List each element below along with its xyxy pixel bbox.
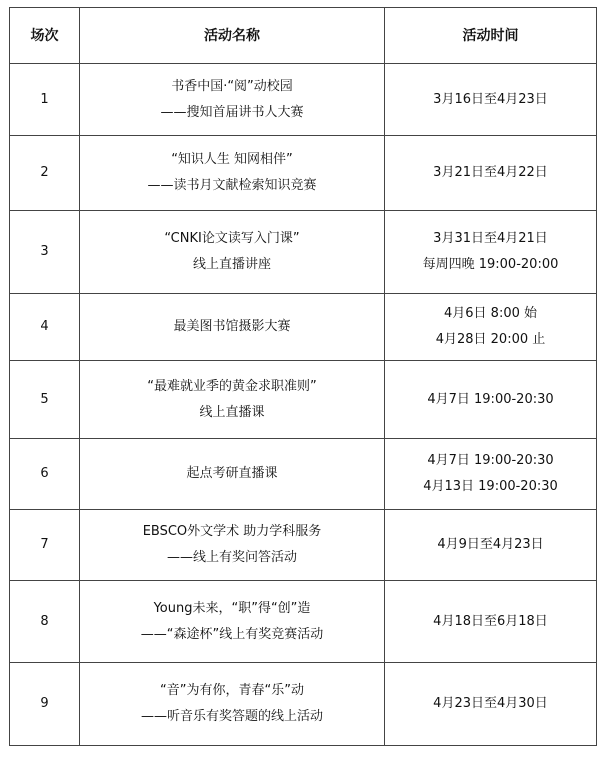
activity-time: [385, 581, 597, 663]
activity-name: [80, 439, 385, 510]
activity-time-line: 4月23日至4月30日: [433, 696, 548, 711]
activity-name-line: EBSCO外文学术 助力学科服务: [142, 524, 322, 539]
header-activity-time: 活动时间: [385, 8, 597, 64]
activity-name: [80, 136, 385, 211]
session-number: 7: [10, 510, 80, 581]
header-session: 场次: [10, 8, 80, 64]
header-activity-name: 活动名称: [80, 8, 385, 64]
table-row: [10, 663, 597, 746]
activity-name: [80, 361, 385, 439]
session-number: 4: [10, 294, 80, 361]
table-row: [10, 64, 597, 136]
activity-time-line: 4月13日 19:00-20:30: [423, 479, 558, 494]
activity-name-line: 线上直播讲座: [192, 257, 271, 272]
activity-name-line: ——“森途杯”线上有奖竞赛活动: [140, 626, 324, 642]
activity-time-line: 4月9日至4月23日: [437, 537, 544, 552]
activity-time: [385, 439, 597, 510]
session-number: 2: [10, 136, 80, 211]
activity-time: [385, 510, 597, 581]
activity-name: [80, 510, 385, 581]
activity-name-line: ——线上有奖问答活动: [166, 550, 297, 565]
session-number: 9: [10, 663, 80, 746]
activity-time-line: 每周四晚 19:00-20:00: [422, 257, 559, 272]
activity-name-line: 起点考研直播课: [186, 466, 278, 481]
table-row: [10, 136, 597, 211]
activity-name-line: “知识人生 知网相伴”: [171, 152, 293, 167]
activity-time-line: 4月18日至6月18日: [433, 613, 548, 629]
activity-name-line: Young未来，“职”得“创”造: [153, 600, 311, 616]
activity-name: [80, 581, 385, 663]
activity-time-line: 4月7日 19:00-20:30: [427, 453, 554, 468]
activity-time-line: 4月7日 19:00-20:30: [427, 391, 554, 407]
activity-name: [80, 211, 385, 294]
activity-name-line: ——听音乐有奖答题的线上活动: [140, 709, 323, 724]
activity-schedule-table: [9, 7, 597, 746]
table-header-row: [10, 8, 597, 64]
activity-time: [385, 663, 597, 746]
session-number: 1: [10, 64, 80, 136]
activity-time: [385, 64, 597, 136]
activity-name: [80, 663, 385, 746]
activity-name-line: ——搜知首届讲书人大赛: [160, 104, 304, 120]
activity-name-line: “CNKI论文读写入门课”: [164, 231, 300, 246]
session-number: 5: [10, 361, 80, 439]
activity-time: [385, 361, 597, 439]
session-number: 6: [10, 439, 80, 510]
activity-name: [80, 64, 385, 136]
session-number: 8: [10, 581, 80, 663]
activity-name-line: 线上直播课: [199, 404, 265, 420]
table-row: [10, 211, 597, 294]
table-row: [10, 294, 597, 361]
table-row: [10, 361, 597, 439]
activity-name: [80, 294, 385, 361]
activity-name-line: “音”为有你，青春“乐”动: [160, 683, 304, 698]
activity-time: [385, 211, 597, 294]
activity-time-line: 4月6日 8:00 始: [444, 306, 537, 321]
activity-time-line: 4月28日 20:00 止: [435, 332, 546, 347]
activity-name-line: ——读书月文献检索知识竞赛: [147, 178, 317, 193]
activity-time: [385, 294, 597, 361]
activity-name-line: “最难就业季的黄金求职准则”: [147, 378, 317, 394]
table-row: [10, 439, 597, 510]
activity-name-line: 书香中国·“阅”动校园: [171, 78, 293, 94]
table-row: [10, 581, 597, 663]
activity-time-line: 3月16日至4月23日: [433, 91, 548, 107]
session-number: 3: [10, 211, 80, 294]
activity-time-line: 3月31日至4月21日: [433, 231, 548, 246]
activity-name-line: 最美图书馆摄影大赛: [173, 319, 291, 334]
activity-time: [385, 136, 597, 211]
activity-time-line: 3月21日至4月22日: [433, 165, 548, 180]
table-row: [10, 510, 597, 581]
